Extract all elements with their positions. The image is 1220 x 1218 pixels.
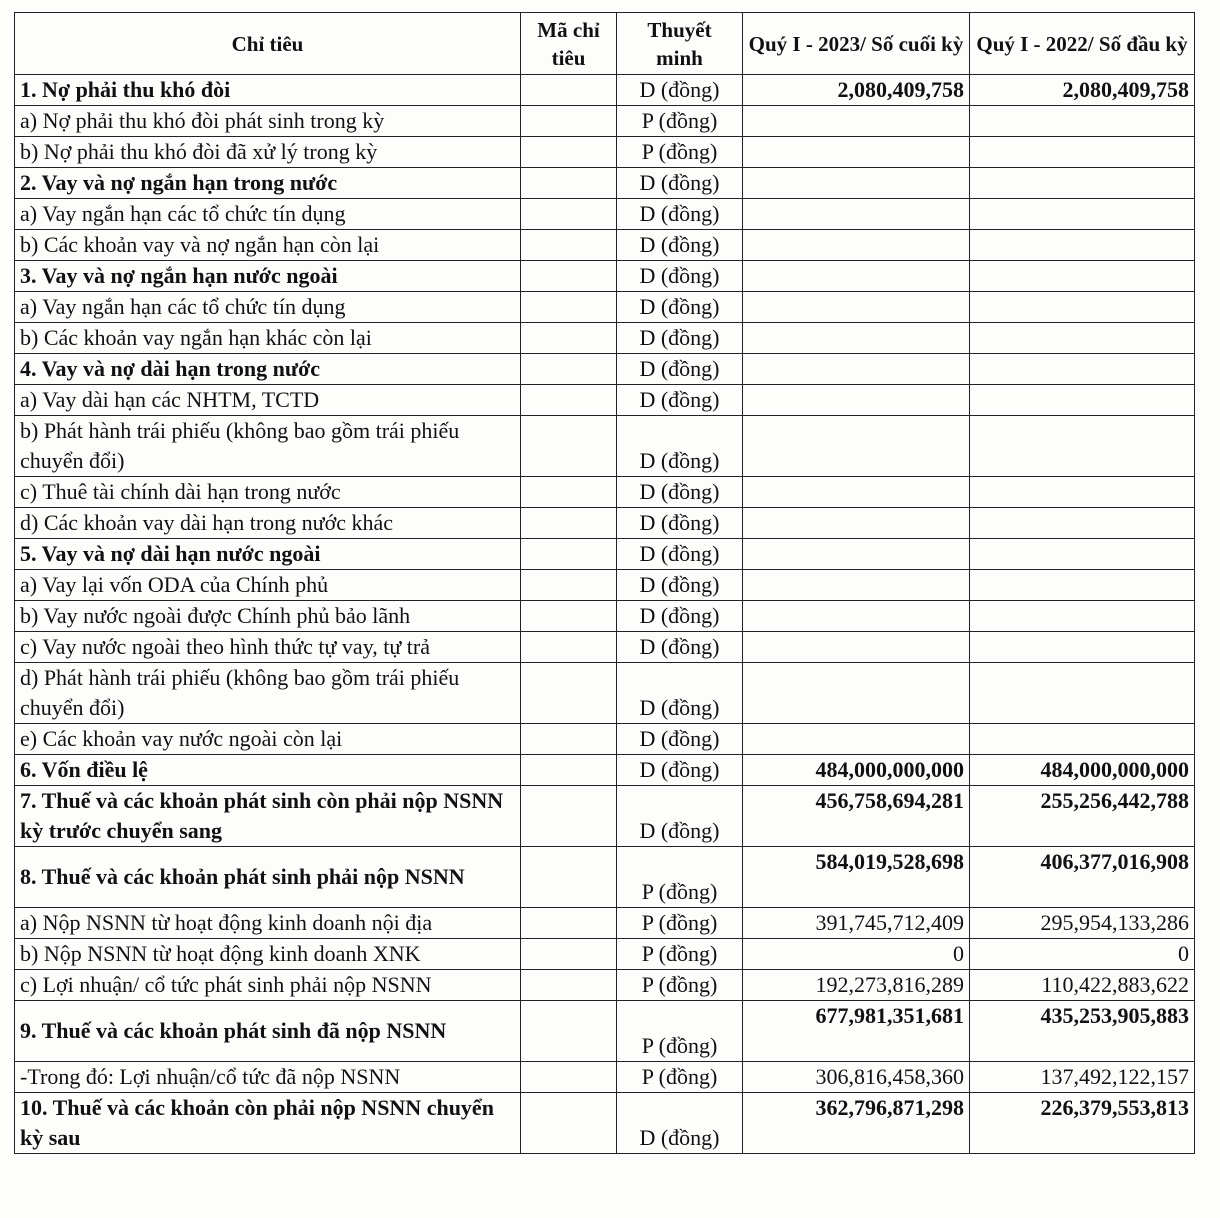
table-row bbox=[15, 106, 1195, 137]
row-value-current bbox=[743, 323, 970, 354]
table-row bbox=[15, 385, 1195, 416]
row-note: D (đồng) bbox=[617, 1093, 743, 1154]
row-label: b) Vay nước ngoài được Chính phủ bảo lãnh bbox=[15, 601, 521, 632]
row-code bbox=[521, 724, 617, 755]
header-row bbox=[15, 13, 1195, 75]
row-note: P (đồng) bbox=[617, 1001, 743, 1062]
row-value-current bbox=[743, 416, 970, 477]
row-label: c) Thuê tài chính dài hạn trong nước bbox=[15, 477, 521, 508]
row-note: D (đồng) bbox=[617, 323, 743, 354]
row-value-previous bbox=[970, 539, 1195, 570]
table-row bbox=[15, 939, 1195, 970]
row-note: D (đồng) bbox=[617, 570, 743, 601]
table-row bbox=[15, 755, 1195, 786]
row-note: D (đồng) bbox=[617, 477, 743, 508]
row-code bbox=[521, 477, 617, 508]
table-row bbox=[15, 292, 1195, 323]
row-code bbox=[521, 508, 617, 539]
row-code bbox=[521, 199, 617, 230]
row-value-previous bbox=[970, 261, 1195, 292]
row-code bbox=[521, 75, 617, 106]
row-code bbox=[521, 230, 617, 261]
table-row bbox=[15, 970, 1195, 1001]
row-value-previous bbox=[970, 416, 1195, 477]
row-label: a) Nộp NSNN từ hoạt động kinh doanh nội địa bbox=[15, 908, 521, 939]
row-code bbox=[521, 168, 617, 199]
row-value-current bbox=[743, 168, 970, 199]
row-value-previous: 484,000,000,000 bbox=[970, 755, 1195, 786]
row-note: D (đồng) bbox=[617, 230, 743, 261]
row-code bbox=[521, 755, 617, 786]
row-value-previous: 2,080,409,758 bbox=[970, 75, 1195, 106]
row-value-previous bbox=[970, 354, 1195, 385]
row-value-current: 362,796,871,298 bbox=[743, 1093, 970, 1154]
table-row bbox=[15, 508, 1195, 539]
row-value-current bbox=[743, 261, 970, 292]
row-value-current: 584,019,528,698 bbox=[743, 847, 970, 908]
table-row bbox=[15, 632, 1195, 663]
row-label: d) Các khoản vay dài hạn trong nước khác bbox=[15, 508, 521, 539]
row-value-current bbox=[743, 385, 970, 416]
table-row bbox=[15, 847, 1195, 908]
table-row bbox=[15, 354, 1195, 385]
row-value-current: 456,758,694,281 bbox=[743, 786, 970, 847]
row-value-current bbox=[743, 632, 970, 663]
row-value-previous bbox=[970, 663, 1195, 724]
row-note: D (đồng) bbox=[617, 416, 743, 477]
row-label: 9. Thuế và các khoản phát sinh đã nộp NSNN bbox=[15, 1001, 521, 1062]
row-value-previous bbox=[970, 230, 1195, 261]
row-label: b) Các khoản vay ngắn hạn khác còn lại bbox=[15, 323, 521, 354]
table-row bbox=[15, 261, 1195, 292]
row-note: D (đồng) bbox=[617, 292, 743, 323]
row-code bbox=[521, 570, 617, 601]
row-value-current bbox=[743, 354, 970, 385]
row-value-current: 306,816,458,360 bbox=[743, 1062, 970, 1093]
row-label: 6. Vốn điều lệ bbox=[15, 755, 521, 786]
table-row bbox=[15, 323, 1195, 354]
row-value-previous bbox=[970, 632, 1195, 663]
row-note: P (đồng) bbox=[617, 939, 743, 970]
row-note: D (đồng) bbox=[617, 508, 743, 539]
row-value-previous: 295,954,133,286 bbox=[970, 908, 1195, 939]
row-value-previous: 406,377,016,908 bbox=[970, 847, 1195, 908]
row-value-current: 484,000,000,000 bbox=[743, 755, 970, 786]
row-value-previous bbox=[970, 385, 1195, 416]
row-label: a) Vay lại vốn ODA của Chính phủ bbox=[15, 570, 521, 601]
row-note: D (đồng) bbox=[617, 755, 743, 786]
table-row bbox=[15, 416, 1195, 477]
row-value-previous: 137,492,122,157 bbox=[970, 1062, 1195, 1093]
table-row bbox=[15, 786, 1195, 847]
row-value-current: 2,080,409,758 bbox=[743, 75, 970, 106]
row-value-previous bbox=[970, 106, 1195, 137]
row-note: D (đồng) bbox=[617, 199, 743, 230]
row-value-current bbox=[743, 601, 970, 632]
row-label: e) Các khoản vay nước ngoài còn lại bbox=[15, 724, 521, 755]
table-row bbox=[15, 724, 1195, 755]
row-code bbox=[521, 908, 617, 939]
row-value-previous: 255,256,442,788 bbox=[970, 786, 1195, 847]
table-row bbox=[15, 663, 1195, 724]
row-label: a) Vay ngắn hạn các tổ chức tín dụng bbox=[15, 199, 521, 230]
row-note: P (đồng) bbox=[617, 908, 743, 939]
table-row bbox=[15, 230, 1195, 261]
row-value-previous bbox=[970, 477, 1195, 508]
row-note: P (đồng) bbox=[617, 1062, 743, 1093]
row-note: D (đồng) bbox=[617, 385, 743, 416]
row-value-previous: 226,379,553,813 bbox=[970, 1093, 1195, 1154]
row-label: d) Phát hành trái phiếu (không bao gồm trái phiếu chuyển đổi) bbox=[15, 663, 521, 724]
row-value-current bbox=[743, 508, 970, 539]
row-label: a) Vay ngắn hạn các tổ chức tín dụng bbox=[15, 292, 521, 323]
table-row bbox=[15, 477, 1195, 508]
row-code bbox=[521, 416, 617, 477]
row-label: 2. Vay và nợ ngắn hạn trong nước bbox=[15, 168, 521, 199]
row-code bbox=[521, 385, 617, 416]
row-code bbox=[521, 106, 617, 137]
row-note: P (đồng) bbox=[617, 970, 743, 1001]
row-value-current: 391,745,712,409 bbox=[743, 908, 970, 939]
row-label: 10. Thuế và các khoản còn phải nộp NSNN chuyển kỳ sau bbox=[15, 1093, 521, 1154]
row-note: D (đồng) bbox=[617, 786, 743, 847]
row-value-current bbox=[743, 230, 970, 261]
row-label: b) Các khoản vay và nợ ngắn hạn còn lại bbox=[15, 230, 521, 261]
row-value-current bbox=[743, 724, 970, 755]
row-code bbox=[521, 292, 617, 323]
row-label: a) Vay dài hạn các NHTM, TCTD bbox=[15, 385, 521, 416]
row-label: 7. Thuế và các khoản phát sinh còn phải nộp NSNN kỳ trước chuyển sang bbox=[15, 786, 521, 847]
row-value-previous bbox=[970, 292, 1195, 323]
row-value-previous: 110,422,883,622 bbox=[970, 970, 1195, 1001]
row-note: P (đồng) bbox=[617, 137, 743, 168]
row-code bbox=[521, 1093, 617, 1154]
header-label: Chỉ tiêu bbox=[15, 13, 521, 75]
row-code bbox=[521, 354, 617, 385]
row-label: b) Nộp NSNN từ hoạt động kinh doanh XNK bbox=[15, 939, 521, 970]
row-value-previous bbox=[970, 137, 1195, 168]
row-label: a) Nợ phải thu khó đòi phát sinh trong kỳ bbox=[15, 106, 521, 137]
table-row bbox=[15, 199, 1195, 230]
row-label: 1. Nợ phải thu khó đòi bbox=[15, 75, 521, 106]
row-value-previous bbox=[970, 168, 1195, 199]
row-value-previous bbox=[970, 570, 1195, 601]
row-note: D (đồng) bbox=[617, 632, 743, 663]
row-code bbox=[521, 847, 617, 908]
row-value-current bbox=[743, 539, 970, 570]
row-note: D (đồng) bbox=[617, 261, 743, 292]
row-label: c) Vay nước ngoài theo hình thức tự vay, tự trả bbox=[15, 632, 521, 663]
row-value-current bbox=[743, 199, 970, 230]
row-note: D (đồng) bbox=[617, 75, 743, 106]
row-code bbox=[521, 601, 617, 632]
row-value-current: 192,273,816,289 bbox=[743, 970, 970, 1001]
row-note: D (đồng) bbox=[617, 168, 743, 199]
row-code bbox=[521, 261, 617, 292]
row-code bbox=[521, 323, 617, 354]
row-label: 4. Vay và nợ dài hạn trong nước bbox=[15, 354, 521, 385]
header-current: Quý I - 2023/ Số cuối kỳ bbox=[743, 13, 970, 75]
header-note: Thuyết minh bbox=[617, 13, 743, 75]
table-row bbox=[15, 1001, 1195, 1062]
row-note: D (đồng) bbox=[617, 601, 743, 632]
row-note: D (đồng) bbox=[617, 539, 743, 570]
row-value-current bbox=[743, 570, 970, 601]
row-value-current bbox=[743, 106, 970, 137]
row-code bbox=[521, 1062, 617, 1093]
row-note: D (đồng) bbox=[617, 354, 743, 385]
row-value-previous bbox=[970, 199, 1195, 230]
row-code bbox=[521, 632, 617, 663]
row-label: b) Phát hành trái phiếu (không bao gồm trái phiếu chuyển đổi) bbox=[15, 416, 521, 477]
row-label: 5. Vay và nợ dài hạn nước ngoài bbox=[15, 539, 521, 570]
row-note: D (đồng) bbox=[617, 663, 743, 724]
row-value-previous bbox=[970, 508, 1195, 539]
row-value-previous: 0 bbox=[970, 939, 1195, 970]
table-row bbox=[15, 168, 1195, 199]
table-row bbox=[15, 1093, 1195, 1154]
table-row bbox=[15, 137, 1195, 168]
row-label: 8. Thuế và các khoản phát sinh phải nộp NSNN bbox=[15, 847, 521, 908]
row-code bbox=[521, 663, 617, 724]
row-value-current: 0 bbox=[743, 939, 970, 970]
row-value-current bbox=[743, 137, 970, 168]
row-value-previous: 435,253,905,883 bbox=[970, 1001, 1195, 1062]
table-row bbox=[15, 601, 1195, 632]
row-code bbox=[521, 137, 617, 168]
row-value-previous bbox=[970, 323, 1195, 354]
row-label: c) Lợi nhuận/ cổ tức phát sinh phải nộp NSNN bbox=[15, 970, 521, 1001]
row-value-previous bbox=[970, 724, 1195, 755]
row-value-current bbox=[743, 292, 970, 323]
table-body bbox=[15, 75, 1195, 1154]
table-row bbox=[15, 75, 1195, 106]
header-code: Mã chỉ tiêu bbox=[521, 13, 617, 75]
row-label: 3. Vay và nợ ngắn hạn nước ngoài bbox=[15, 261, 521, 292]
row-note: D (đồng) bbox=[617, 724, 743, 755]
row-value-previous bbox=[970, 601, 1195, 632]
row-code bbox=[521, 970, 617, 1001]
table-row bbox=[15, 539, 1195, 570]
row-value-current bbox=[743, 477, 970, 508]
row-value-current: 677,981,351,681 bbox=[743, 1001, 970, 1062]
table-row bbox=[15, 908, 1195, 939]
row-label: -Trong đó: Lợi nhuận/cổ tức đã nộp NSNN bbox=[15, 1062, 521, 1093]
row-value-current bbox=[743, 663, 970, 724]
report-table bbox=[14, 12, 1195, 1154]
row-code bbox=[521, 786, 617, 847]
row-code bbox=[521, 539, 617, 570]
row-note: P (đồng) bbox=[617, 106, 743, 137]
table-row bbox=[15, 1062, 1195, 1093]
row-code bbox=[521, 1001, 617, 1062]
header-previous: Quý I - 2022/ Số đầu kỳ bbox=[970, 13, 1195, 75]
row-code bbox=[521, 939, 617, 970]
table-row bbox=[15, 570, 1195, 601]
row-label: b) Nợ phải thu khó đòi đã xử lý trong kỳ bbox=[15, 137, 521, 168]
row-note: P (đồng) bbox=[617, 847, 743, 908]
